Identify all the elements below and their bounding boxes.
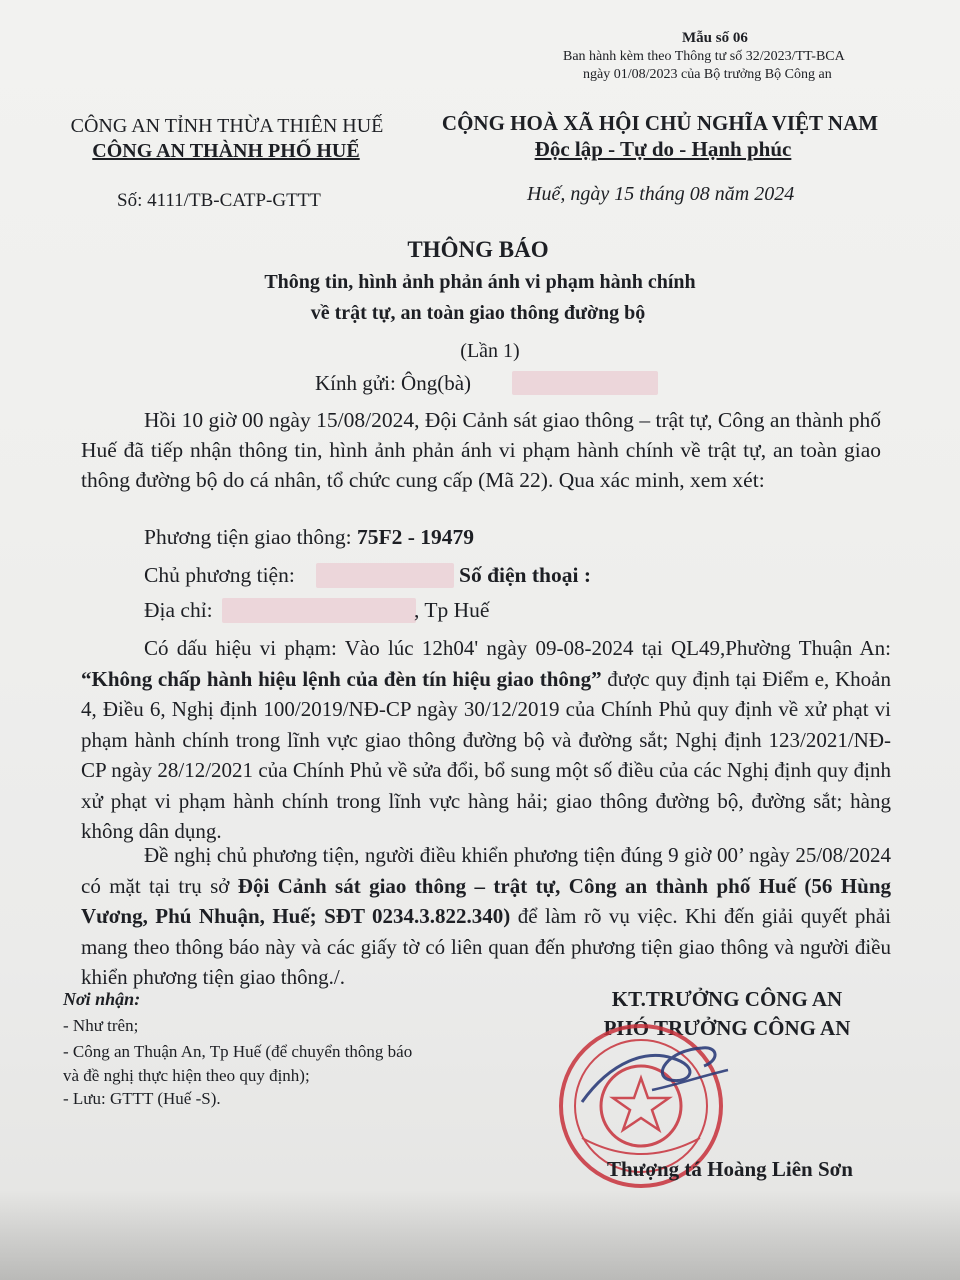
document-number: Số: 4111/TB-CATP-GTTT <box>117 190 321 211</box>
notice-subtitle-1: Thông tin, hình ảnh phản ánh vi phạm hành chính <box>264 271 696 293</box>
recipients-item: và đề nghị thực hiện theo quy định); <box>63 1066 310 1085</box>
recipients-title: Nơi nhận: <box>63 989 141 1009</box>
issuer-parent: CÔNG AN TỈNH THỪA THIÊN HUẾ <box>70 115 384 137</box>
intro-paragraph: Hồi 10 giờ 00 ngày 15/08/2024, Đội Cảnh sát giao thông – trật tự, Công an thành phố Huế đã tiếp nhận thông tin, hình ảnh phản ánh vi phạm hành chính về trật tự, an toàn giao thông đường bộ do cá nhân, tổ chức cung cấp (Mã 22). Qua xác minh, xem xét: <box>81 408 881 492</box>
recipients-item: - Công an Thuận An, Tp Huế (để chuyển thông báo <box>63 1042 413 1061</box>
vehicle-plate: 75F2 - 19479 <box>356 525 474 549</box>
national-slogan: Độc lập - Tự do - Hạnh phúc <box>534 137 792 161</box>
office-address: Đội Cảnh sát giao thông – trật tự, Công an thành phố Huế (56 Hùng Vương, Phú Nhuận, Huế; SĐT 0234.3.822.340) <box>81 873 891 928</box>
owner-redaction <box>316 563 454 588</box>
form-ref-line1: Ban hành kèm theo Thông tư số 32/2023/TT-BCA <box>563 49 845 64</box>
address-label: Địa chỉ: <box>144 598 213 622</box>
vehicle-label: Phương tiện giao thông: <box>144 525 357 549</box>
phone-label: Số điện thoại : <box>459 563 592 587</box>
issuer-unit: CÔNG AN THÀNH PHỐ HUẾ <box>92 140 360 162</box>
signature-title-1: KT.TRƯỞNG CÔNG AN <box>611 987 843 1011</box>
recipient-redaction <box>512 371 658 395</box>
recipients-item: - Lưu: GTTT (Huế -S). <box>63 1089 221 1108</box>
vehicle-line <box>144 525 474 550</box>
notice-title: THÔNG BÁO <box>407 237 549 262</box>
recipients-item: - Như trên; <box>63 1016 139 1035</box>
form-ref-line2: ngày 01/08/2023 của Bộ trưởng Bộ Công an <box>583 67 832 82</box>
signature-title-2: PHÓ TRƯỞNG CÔNG AN <box>603 1016 851 1040</box>
request-paragraph: Đề nghị chủ phương tiện, người điều khiển phương tiện đúng 9 giờ 00’ ngày 25/08/2024 có mặt tại trụ sở Đội Cảnh sát giao thông – trật tự, Công an thành phố Huế (56 Hùng Vương, Phú Nhuận, Huế; SĐT 0234.3.822.340) để làm rõ vụ việc. Khi đến giải quyết phải mang theo thông báo này và các giấy tờ có liên quan đến phương tiện giao thông và người điều khiển phương tiện giao thông./. <box>81 843 891 989</box>
form-number: Mẫu số 06 <box>682 30 748 46</box>
violation-name: “Không chấp hành hiệu lệnh của đèn tín hiệu giao thông” <box>81 666 602 691</box>
country-name: CỘNG HOÀ XÃ HỘI CHỦ NGHĨA VIỆT NAM <box>441 111 879 135</box>
signer-name: Thượng tá Hoàng Liên Sơn <box>607 1157 853 1181</box>
recipient-label: Kính gửi: Ông(bà) <box>315 371 472 395</box>
address-redaction <box>222 598 416 623</box>
address-suffix: , Tp Huế <box>414 598 490 622</box>
issue-date: Huế, ngày 15 tháng 08 năm 2024 <box>527 183 795 205</box>
notice-round: (Lần 1) <box>460 340 520 362</box>
violation-paragraph: Có dấu hiệu vi phạm: Vào lúc 12h04' ngày 09-08-2024 tại QL49,Phường Thuận An: “Không chấp hành hiệu lệnh của đèn tín hiệu giao thông” được quy định tại Điểm e, Khoản 4, Điều 6, Nghị định 100/2019/NĐ-CP ngày 30/12/2019 của Chính Phủ quy định về xử phạt vi phạm hành chính trong lĩnh vực giao thông đường bộ và đường sắt; Nghị định 123/2021/NĐ-CP ngày 28/12/2021 của Chính Phủ về sửa đổi, bổ sung một số điều của các Nghị định quy định xử phạt vi phạm hành chính trong lĩnh vực hàng hải; giao thông đường bộ, đường sắt; hàng không dân dụng. <box>81 636 891 843</box>
photo-shadow <box>0 1190 960 1280</box>
owner-label: Chủ phương tiện: <box>144 563 295 587</box>
notice-subtitle-2: về trật tự, an toàn giao thông đường bộ <box>310 302 646 324</box>
